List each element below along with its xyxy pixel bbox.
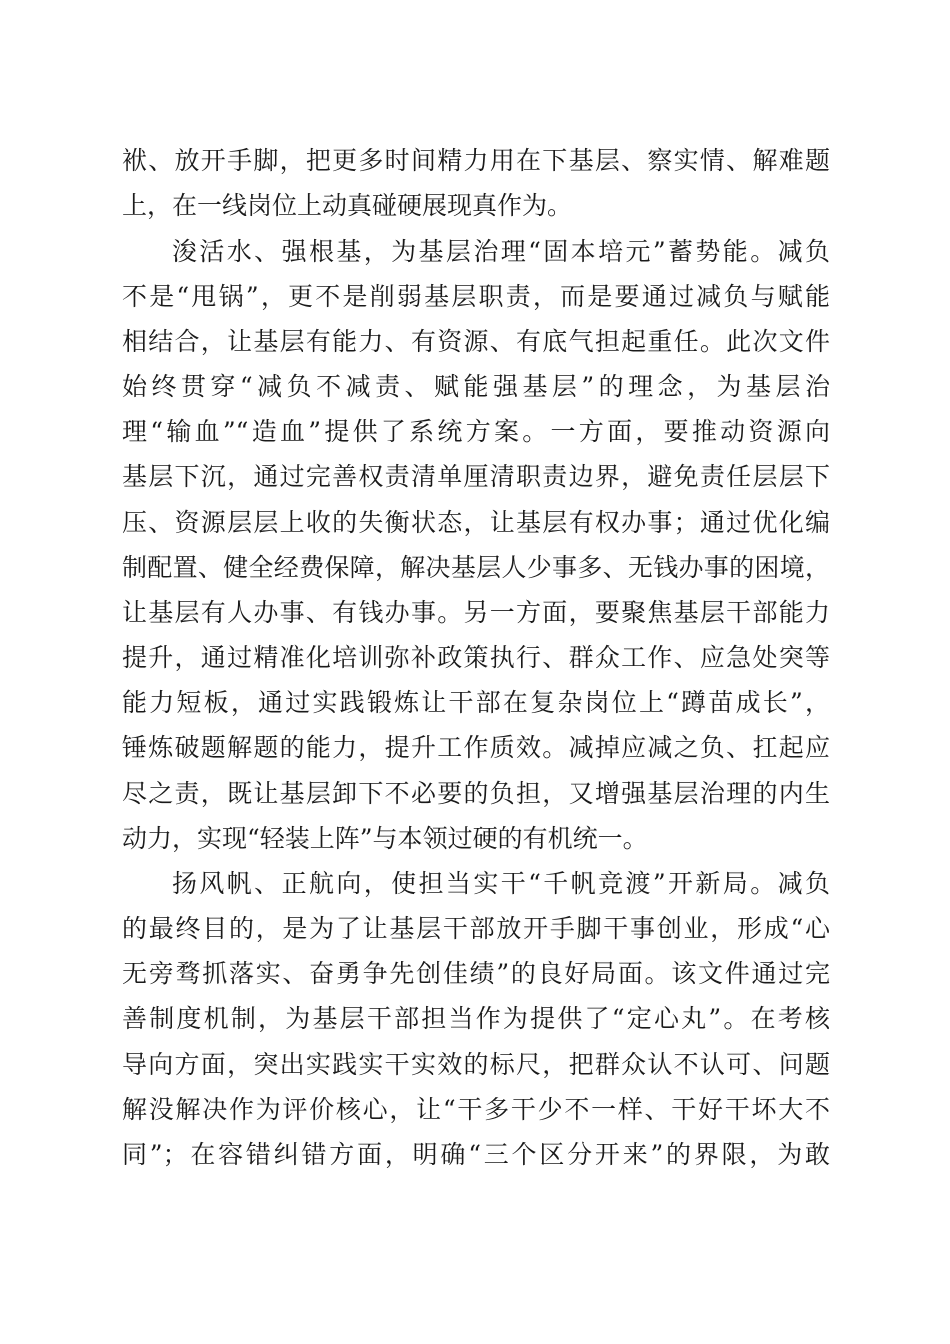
paragraph-start-line: 扬风帆、正航向，使担当实干“千帆竞渡”开新局。减负 bbox=[172, 869, 830, 898]
text-line: 动力，实现“轻装上阵”与本领过硬的有机统一。 bbox=[122, 824, 648, 853]
text-line: 不是“甩锅”，更不是削弱基层职责，而是要通过减负与赋能 bbox=[122, 282, 830, 311]
text-line: 袱、放开手脚，把更多时间精力用在下基层、察实情、解难题 bbox=[122, 146, 830, 175]
text-line: 的最终目的，是为了让基层干部放开手脚干事创业，形成“心 bbox=[122, 914, 830, 943]
text-line: 同”；在容错纠错方面，明确“三个区分开来”的界限，为敢 bbox=[122, 1140, 830, 1169]
text-line: 压、资源层层上收的失衡状态，让基层有权办事；通过优化编 bbox=[122, 508, 830, 537]
text-line: 基层下沉，通过完善权责清单厘清职责边界，避免责任层层下 bbox=[122, 462, 830, 491]
text-line: 无旁骛抓落实、奋勇争先创佳绩”的良好局面。该文件通过完 bbox=[122, 959, 830, 988]
text-line: 相结合，让基层有能力、有资源、有底气担起重任。此次文件 bbox=[122, 327, 830, 356]
paragraph-start-line: 浚活水、强根基，为基层治理“固本培元”蓄势能。减负 bbox=[172, 237, 830, 266]
text-line: 始终贯穿“减负不减责、赋能强基层”的理念，为基层治 bbox=[122, 372, 830, 401]
text-line: 尽之责，既让基层卸下不必要的负担，又增强基层治理的内生 bbox=[122, 779, 830, 808]
text-line: 锤炼破题解题的能力，提升工作质效。减掉应减之负、扛起应 bbox=[122, 733, 830, 762]
text-line: 上，在一线岗位上动真碰硬展现真作为。 bbox=[122, 191, 573, 220]
text-line: 理“输血”“造血”提供了系统方案。一方面，要推动资源向 bbox=[122, 417, 830, 446]
text-line: 解没解决作为评价核心，让“干多干少不一样、干好干坏大不 bbox=[122, 1095, 830, 1124]
text-line: 让基层有人办事、有钱办事。另一方面，要聚焦基层干部能力 bbox=[122, 598, 830, 627]
text-line: 能力短板，通过实践锻炼让干部在复杂岗位上“蹲苗成长”， bbox=[122, 688, 830, 717]
text-line: 制配置、健全经费保障，解决基层人少事多、无钱办事的困境， bbox=[122, 553, 830, 582]
text-line: 导向方面，突出实践实干实效的标尺，把群众认不认可、问题 bbox=[122, 1050, 830, 1079]
text-line: 提升，通过精准化培训弥补政策执行、群众工作、应急处突等 bbox=[122, 643, 830, 672]
text-line: 善制度机制，为基层干部担当作为提供了“定心丸”。在考核 bbox=[122, 1004, 830, 1033]
